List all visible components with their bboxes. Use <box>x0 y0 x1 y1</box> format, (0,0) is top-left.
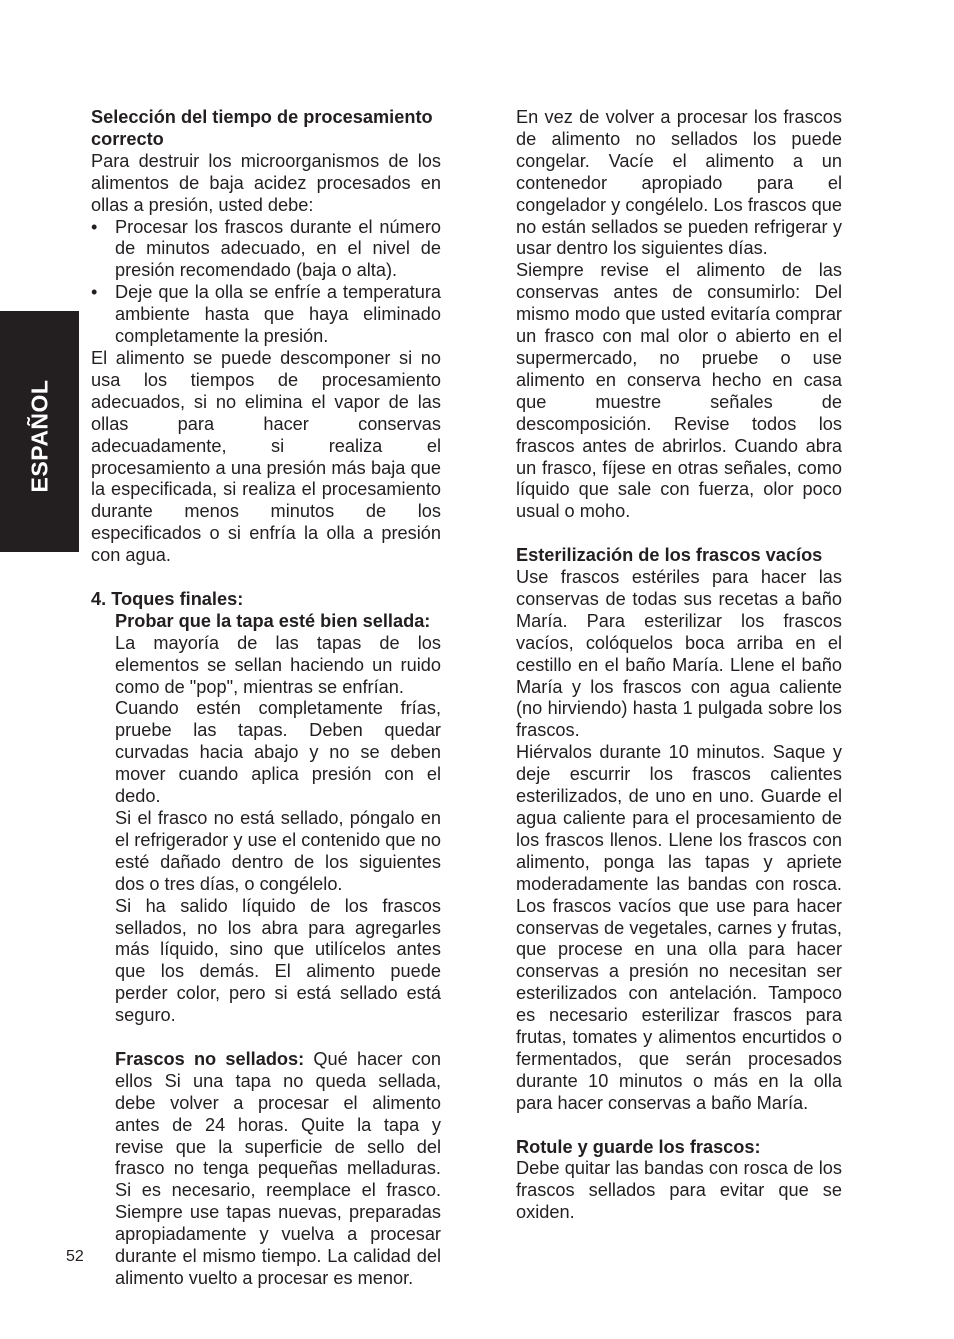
label-store-paragraph: Debe quitar las bandas con rosca de los frascos sellados para evitar que se oxiden. <box>516 1158 842 1223</box>
seal-test-paragraph: La mayoría de las tapas de los elementos se sellan haciendo un ruido como de "pop", mientras se enfrían. <box>115 632 441 697</box>
intro-paragraph: Para destruir los microorganismos de los alimentos de baja acidez procesados en ollas a presión, usted debe: <box>91 150 441 215</box>
sterilization-paragraph: Use frascos estériles para hacer las conservas de todas sus recetas a baño María. Para esterilizar los frascos vacíos, colóquelos boca arriba en el cestillo en el baño María. Llene el baño María y los frascos con agua caliente (no hirviendo) hasta 1 pulgada sobre los frascos. <box>516 567 842 741</box>
decomposition-paragraph: El alimento se puede descomponer si no usa los tiempos de procesamiento adecuados, si no elimina el vapor de las ollas para hacer conservas adecuadamente, si realiza el procesamiento a una presión más baja que la especificada, si realiza el procesamiento durante menos minutos de los especificados o si enfría la olla a presión con agua. <box>91 347 441 566</box>
right-column <box>516 107 842 1224</box>
seal-test-paragraph: Si ha salido líquido de los frascos sellados, no los abra para agregarles más líquido, sino que utilícelos antes que los demás. El alimento puede perder color, pero si está sellado está seguro. <box>115 895 441 1026</box>
section-heading-sterilization: Esterilización de los frascos vacíos <box>516 545 823 566</box>
left-column <box>91 107 441 1290</box>
section-heading-processing-time: Selección del tiempo de procesamiento correcto <box>91 107 433 149</box>
list-item <box>91 217 441 283</box>
list-item-text: Procesar los frascos durante el número de minutos adecuado, en el nivel de presión recomendado (baja o alta). <box>115 216 441 281</box>
freezing-paragraph: En vez de volver a procesar los frascos de alimento no sellados los puede congelar. Vacíe el alimento a un contenedor apropiado para el congelador y congélelo. Los frascos que no están sellados se pueden refrigerar y usar dentro los siguientes días. <box>516 107 842 259</box>
seal-test-paragraph: Cuando estén completamente frías, pruebe las tapas. Deben quedar curvadas hacia abajo y no se deben mover cuando aplica presión con el dedo. <box>115 698 441 807</box>
requirements-list <box>91 217 441 348</box>
seal-test-block <box>115 611 441 1290</box>
bullet-icon: • <box>91 216 98 237</box>
inspection-paragraph: Siempre revise el alimento de las conservas antes de consumirlo: Del mismo modo que usted evitaría comprar un frasco con mal olor o abierto en el supermercado, no pruebe o use alimento en conserva hecho en casa que muestre señales de descomposición. Revise todos los frascos antes de abrirlos. Cuando abra un frasco, fíjese en otras señales, como líquido que sale con fuerza, olor poco usual o moho. <box>516 260 842 522</box>
language-tab-label: ESPAÑOL <box>26 379 53 493</box>
page-number: 52 <box>66 1248 84 1265</box>
unsealed-jars-paragraph <box>115 1049 441 1290</box>
list-item <box>91 282 441 348</box>
section-heading-label-store: Rotule y guarde los frascos: <box>516 1136 761 1157</box>
section-heading-final-touches: 4. Toques finales: <box>91 588 244 609</box>
bullet-icon: • <box>91 282 98 303</box>
subheading-unsealed-jars: Frascos no sellados: <box>115 1048 305 1069</box>
unsealed-jars-text: Qué hacer con ellos Si una tapa no queda sellada, debe volver a procesar el alimento antes de 24 horas. Quite la tapa y revise que la superficie de sello del frasco no tenga pequeñas melladuras. Si es necesario, reemplace el frasco. Siempre use tapas nuevas, preparadas apropiadamente y vuelva a procesar durante el mismo tiempo. La calidad del alimento vuelto a procesar es menor. <box>115 1048 441 1288</box>
seal-test-paragraph: Si el frasco no está sellado, póngalo en el refrigerador y use el contenido que no esté dañado dentro de los siguientes dos o tres días, o congélelo. <box>115 807 441 894</box>
list-item-text: Deje que la olla se enfríe a temperatura ambiente hasta que haya eliminado completamente la presión. <box>115 282 441 347</box>
subheading-seal-test: Probar que la tapa esté bien sellada: <box>115 610 431 631</box>
boiling-paragraph: Hiérvalos durante 10 minutos. Saque y deje escurrir los frascos calientes esterilizados, de uno en uno. Guarde el agua caliente para el procesamiento de los frascos llenos. Llene los frascos con alimento, ponga las tapas y apriete moderadamente las bandas con rosca. Los frascos vacíos que use para hacer conservas de vegetales, carnes y frutas, que procese en una olla para hacer conservas a presión no necesitan ser esterilizados con antelación. Tampoco es necesario esterilizar frascos para frutas, tomates y alimentos encurtidos o fermentados, que serán procesados durante 10 minutos o más en la olla para hacer conservas a baño María. <box>516 742 842 1113</box>
